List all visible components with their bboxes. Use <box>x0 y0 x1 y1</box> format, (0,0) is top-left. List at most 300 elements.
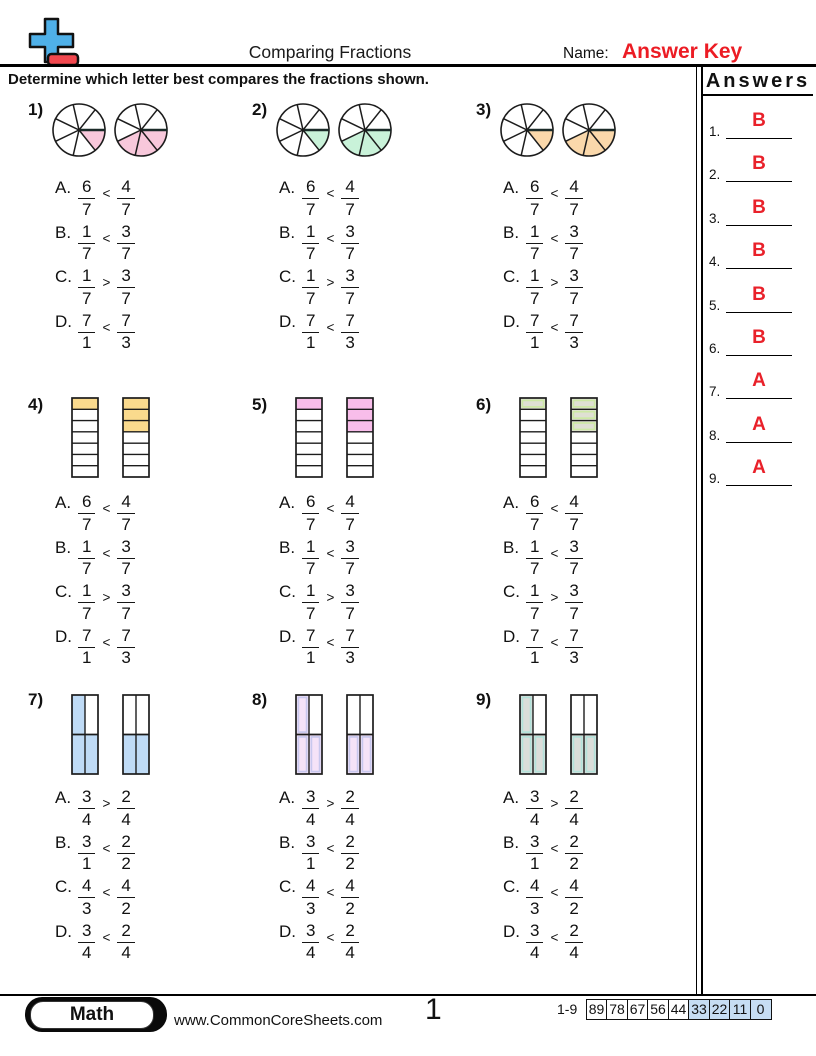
problem-number: 6) <box>476 395 492 414</box>
fraction-denominator: 7 <box>306 559 316 578</box>
option-list <box>503 788 583 966</box>
option-row <box>55 833 135 873</box>
fraction-numerator: 4 <box>302 877 319 898</box>
answer-number: 8. <box>709 427 721 443</box>
comparison-operator: < <box>102 230 111 246</box>
fraction <box>302 788 319 829</box>
option-letter: B. <box>503 537 520 557</box>
fraction-numerator: 2 <box>341 833 358 854</box>
option-row <box>55 582 135 622</box>
fraction <box>78 267 95 308</box>
answer-letter: B <box>752 240 766 262</box>
option-letter: C. <box>279 267 296 286</box>
comparison-operator: < <box>326 501 335 516</box>
fraction-numerator: 3 <box>302 833 319 854</box>
option-row <box>503 493 583 533</box>
fraction <box>565 223 582 264</box>
fraction-numerator: 1 <box>526 538 543 559</box>
fraction <box>565 582 582 623</box>
fraction <box>526 877 543 918</box>
fraction <box>117 582 134 623</box>
option-row <box>279 877 359 917</box>
fraction <box>117 493 134 534</box>
fraction-bar-models <box>71 397 151 479</box>
fraction-denominator: 3 <box>306 898 316 918</box>
comparison-operator: < <box>550 929 559 945</box>
fraction-numerator: 3 <box>526 833 543 854</box>
problem-number: 5) <box>252 395 268 414</box>
comparison-operator: > <box>102 275 111 290</box>
problem-cell <box>232 385 456 680</box>
fraction-denominator: 7 <box>345 603 355 623</box>
answer-item <box>700 150 814 193</box>
fraction-denominator: 7 <box>121 244 131 263</box>
fraction-denominator: 7 <box>530 603 540 623</box>
fraction-numerator: 6 <box>78 178 95 199</box>
fraction-numerator: 7 <box>526 312 543 333</box>
answer-blank-line <box>726 312 792 313</box>
fraction <box>341 788 358 829</box>
fraction-numerator: 3 <box>117 538 134 559</box>
fraction <box>526 178 543 219</box>
fraction-denominator: 4 <box>306 809 316 829</box>
fraction <box>78 493 95 534</box>
fraction-denominator: 4 <box>82 809 92 829</box>
page-number: 1 <box>425 993 442 1026</box>
fraction-denominator: 7 <box>530 288 540 308</box>
fraction <box>302 538 319 579</box>
comparison-operator: < <box>102 634 111 650</box>
fraction <box>117 627 134 668</box>
fraction <box>117 178 134 219</box>
fraction <box>526 538 543 579</box>
fraction <box>117 223 134 264</box>
option-row <box>503 312 583 352</box>
fraction-denominator: 4 <box>569 943 579 962</box>
answer-number: 9. <box>709 471 721 487</box>
answer-item <box>700 324 814 367</box>
fraction-numerator: 2 <box>117 833 134 854</box>
option-letter: D. <box>279 921 296 941</box>
fraction <box>302 312 319 353</box>
fraction-numerator: 3 <box>565 267 582 288</box>
fraction-denominator: 4 <box>345 943 355 962</box>
answer-letter: B <box>752 110 766 131</box>
fraction <box>341 538 358 579</box>
fraction-denominator: 2 <box>345 898 355 918</box>
fraction-denominator: 1 <box>530 648 540 667</box>
comparison-operator: > <box>550 796 559 811</box>
option-letter: A. <box>279 178 296 197</box>
option-letter: B. <box>55 832 72 852</box>
fraction <box>341 582 358 623</box>
answer-letter: B <box>752 153 766 175</box>
fraction-numerator: 4 <box>117 178 134 199</box>
fraction-numerator: 2 <box>341 788 358 809</box>
option-row <box>279 833 359 873</box>
footer-rule <box>0 994 816 996</box>
option-row <box>503 922 583 962</box>
answer-blank-line <box>726 485 792 486</box>
fraction-numerator: 3 <box>302 922 319 943</box>
comparison-operator: < <box>102 319 111 335</box>
fraction-numerator: 4 <box>78 877 95 898</box>
fraction-denominator: 3 <box>121 648 131 667</box>
problem-cell <box>8 90 232 385</box>
answer-blank-line <box>726 442 792 443</box>
fraction-denominator: 3 <box>530 898 540 918</box>
subject-badge <box>25 997 167 1032</box>
score-box: 89 <box>586 999 608 1020</box>
fraction <box>341 493 358 534</box>
fraction-numerator: 3 <box>341 267 358 288</box>
fraction-denominator: 1 <box>530 854 540 873</box>
fraction-denominator: 7 <box>306 244 316 263</box>
page-title: Comparing Fractions <box>248 42 412 62</box>
fraction-denominator: 7 <box>121 514 131 534</box>
fraction-numerator: 1 <box>526 582 543 603</box>
option-row <box>55 493 135 533</box>
option-list <box>279 788 359 966</box>
fraction <box>78 877 95 918</box>
fraction-numerator: 6 <box>526 493 543 514</box>
fraction <box>526 627 543 668</box>
fraction-denominator: 4 <box>121 809 131 829</box>
fraction-numerator: 4 <box>526 877 543 898</box>
fraction-denominator: 2 <box>569 854 579 873</box>
fraction-numerator: 3 <box>565 582 582 603</box>
option-row <box>279 493 359 533</box>
answer-number: 7. <box>709 384 721 400</box>
comparison-operator: < <box>326 840 335 856</box>
option-row <box>503 223 583 263</box>
option-letter: B. <box>55 222 72 242</box>
option-letter: C. <box>503 582 520 601</box>
fraction <box>565 178 582 219</box>
fraction-grid-models <box>519 694 599 776</box>
website-url: www.CommonCoreSheets.com <box>174 1012 383 1029</box>
fraction <box>78 627 95 668</box>
problem-cell <box>456 680 680 970</box>
fraction-denominator: 7 <box>306 603 316 623</box>
fraction-denominator: 1 <box>82 648 92 667</box>
option-letter: A. <box>55 493 72 512</box>
option-row <box>279 582 359 622</box>
fraction-denominator: 7 <box>569 199 579 219</box>
comparison-operator: > <box>326 590 335 605</box>
fraction-numerator: 7 <box>565 312 582 333</box>
fraction <box>117 788 134 829</box>
fraction-numerator: 3 <box>526 922 543 943</box>
fraction <box>302 582 319 623</box>
comparison-operator: < <box>326 929 335 945</box>
fraction-denominator: 4 <box>345 809 355 829</box>
fraction-numerator: 3 <box>78 833 95 854</box>
fraction-numerator: 4 <box>565 178 582 199</box>
fraction-numerator: 6 <box>526 178 543 199</box>
answer-item <box>700 367 814 410</box>
header-rule <box>0 64 816 67</box>
fraction-numerator: 1 <box>526 223 543 244</box>
fraction-pie-models <box>500 101 618 159</box>
fraction-denominator: 7 <box>345 514 355 534</box>
comparison-operator: < <box>550 319 559 335</box>
score-box: 33 <box>688 999 710 1020</box>
answer-letter: A <box>752 457 766 479</box>
comparison-operator: < <box>550 840 559 856</box>
answer-number: 6. <box>709 340 721 356</box>
fraction-denominator: 1 <box>82 333 92 352</box>
score-range-label: 1-9 <box>557 1001 578 1017</box>
fraction <box>341 627 358 668</box>
problem-number: 8) <box>252 690 268 709</box>
option-list <box>55 493 135 671</box>
fraction-numerator: 2 <box>117 788 134 809</box>
option-list <box>503 493 583 671</box>
fraction-denominator: 4 <box>530 809 540 829</box>
answer-blank-line <box>726 181 792 182</box>
fraction-numerator: 3 <box>565 538 582 559</box>
fraction-numerator: 4 <box>565 493 582 514</box>
comparison-operator: < <box>326 230 335 246</box>
option-letter: D. <box>279 311 296 331</box>
fraction-denominator: 7 <box>82 199 92 219</box>
fraction-numerator: 1 <box>302 538 319 559</box>
answer-item <box>700 194 814 237</box>
fraction-pie-models <box>52 101 170 159</box>
option-row <box>503 582 583 622</box>
option-row <box>279 922 359 962</box>
problem-number: 7) <box>28 690 44 709</box>
fraction-numerator: 3 <box>341 582 358 603</box>
fraction-denominator: 7 <box>530 559 540 578</box>
option-row <box>55 178 135 218</box>
fraction-denominator: 7 <box>530 514 540 534</box>
fraction-denominator: 7 <box>569 559 579 578</box>
fraction <box>78 922 95 963</box>
fraction-denominator: 2 <box>569 898 579 918</box>
fraction-numerator: 7 <box>78 627 95 648</box>
fraction <box>78 788 95 829</box>
fraction <box>565 788 582 829</box>
fraction-denominator: 7 <box>569 603 579 623</box>
fraction-denominator: 4 <box>569 809 579 829</box>
answer-item <box>700 107 814 150</box>
fraction-pie-models <box>276 101 394 159</box>
answer-blank-line <box>726 355 792 356</box>
score-boxes <box>587 999 772 1020</box>
option-letter: C. <box>279 582 296 601</box>
answer-item <box>700 237 814 280</box>
comparison-operator: < <box>102 840 111 856</box>
problem-number: 9) <box>476 690 492 709</box>
problem-cell <box>232 90 456 385</box>
comparison-operator: > <box>326 275 335 290</box>
option-letter: D. <box>503 311 520 331</box>
option-letter: A. <box>279 493 296 512</box>
fraction-denominator: 7 <box>345 244 355 263</box>
answer-blank-line <box>726 138 792 139</box>
comparison-operator: < <box>550 634 559 650</box>
comparison-operator: < <box>326 634 335 650</box>
fraction <box>565 312 582 353</box>
option-letter: A. <box>503 788 520 807</box>
answer-number: 2. <box>709 167 721 183</box>
problem-number: 1) <box>28 100 44 119</box>
fraction-numerator: 3 <box>117 582 134 603</box>
problem-cell <box>456 385 680 680</box>
comparison-operator: < <box>326 186 335 201</box>
score-box: 44 <box>668 999 690 1020</box>
fraction <box>302 833 319 874</box>
fraction-denominator: 4 <box>530 943 540 962</box>
option-letter: B. <box>503 832 520 852</box>
option-row <box>55 312 135 352</box>
fraction-numerator: 3 <box>341 223 358 244</box>
fraction <box>526 833 543 874</box>
fraction-numerator: 4 <box>565 877 582 898</box>
score-box: 0 <box>750 999 772 1020</box>
fraction-numerator: 1 <box>526 267 543 288</box>
fraction-numerator: 4 <box>117 877 134 898</box>
fraction <box>78 538 95 579</box>
comparison-operator: < <box>550 885 559 900</box>
comparison-operator: > <box>550 590 559 605</box>
fraction-numerator: 7 <box>117 627 134 648</box>
name-label: Name: <box>563 45 609 62</box>
fraction-denominator: 7 <box>121 559 131 578</box>
option-list <box>503 178 583 356</box>
fraction-numerator: 1 <box>302 223 319 244</box>
option-row <box>503 788 583 828</box>
fraction-denominator: 7 <box>121 603 131 623</box>
option-letter: C. <box>279 877 296 896</box>
answer-number: 5. <box>709 297 721 313</box>
score-box: 22 <box>709 999 731 1020</box>
fraction-denominator: 3 <box>121 333 131 352</box>
fraction-denominator: 2 <box>121 854 131 873</box>
option-list <box>55 178 135 356</box>
fraction-denominator: 3 <box>345 333 355 352</box>
option-row <box>279 267 359 307</box>
fraction <box>302 627 319 668</box>
option-row <box>55 922 135 962</box>
fraction-numerator: 7 <box>117 312 134 333</box>
fraction-numerator: 4 <box>341 178 358 199</box>
answer-letter: B <box>752 326 766 348</box>
answer-letter: A <box>752 370 766 392</box>
option-letter: D. <box>55 311 72 331</box>
fraction-numerator: 3 <box>78 922 95 943</box>
option-list <box>279 493 359 671</box>
fraction-bar-models <box>295 397 375 479</box>
comparison-operator: < <box>326 319 335 335</box>
option-row <box>279 223 359 263</box>
fraction-numerator: 4 <box>341 877 358 898</box>
fraction <box>78 312 95 353</box>
answer-number: 1. <box>709 124 721 139</box>
fraction <box>117 267 134 308</box>
fraction-grid-models <box>295 694 375 776</box>
fraction-numerator: 7 <box>302 627 319 648</box>
option-row <box>503 178 583 218</box>
option-row <box>55 538 135 578</box>
fraction-numerator: 1 <box>78 267 95 288</box>
option-letter: C. <box>55 267 72 286</box>
option-row <box>503 627 583 667</box>
answer-letter: A <box>752 413 766 435</box>
fraction <box>526 582 543 623</box>
option-row <box>279 627 359 667</box>
commoncoresheets-logo-icon <box>26 16 82 68</box>
fraction-denominator: 2 <box>121 898 131 918</box>
answer-number: 4. <box>709 254 721 270</box>
fraction <box>117 538 134 579</box>
option-letter: B. <box>55 537 72 557</box>
fraction <box>565 538 582 579</box>
comparison-operator: < <box>550 545 559 561</box>
fraction-denominator: 1 <box>530 333 540 352</box>
option-letter: C. <box>503 267 520 286</box>
comparison-operator: < <box>102 501 111 516</box>
fraction <box>526 922 543 963</box>
fraction-denominator: 1 <box>306 333 316 352</box>
comparison-operator: < <box>102 186 111 201</box>
option-row <box>55 627 135 667</box>
fraction-numerator: 2 <box>565 833 582 854</box>
option-letter: D. <box>55 921 72 941</box>
fraction-numerator: 4 <box>117 493 134 514</box>
option-letter: D. <box>503 921 520 941</box>
fraction <box>78 833 95 874</box>
option-row <box>503 833 583 873</box>
fraction <box>341 267 358 308</box>
fraction <box>341 223 358 264</box>
fraction <box>302 178 319 219</box>
fraction-denominator: 7 <box>530 199 540 219</box>
fraction-denominator: 7 <box>82 514 92 534</box>
fraction-denominator: 7 <box>121 199 131 219</box>
fraction-numerator: 2 <box>117 922 134 943</box>
comparison-operator: < <box>326 885 335 900</box>
fraction <box>526 788 543 829</box>
fraction-denominator: 7 <box>569 514 579 534</box>
fraction-numerator: 2 <box>341 922 358 943</box>
fraction-numerator: 7 <box>341 627 358 648</box>
option-row <box>503 267 583 307</box>
fraction-numerator: 7 <box>341 312 358 333</box>
option-letter: C. <box>55 582 72 601</box>
option-row <box>279 538 359 578</box>
fraction <box>302 223 319 264</box>
option-letter: B. <box>503 222 520 242</box>
fraction-numerator: 4 <box>341 493 358 514</box>
option-list <box>279 178 359 356</box>
problems-grid <box>8 90 680 970</box>
option-row <box>55 223 135 263</box>
fraction-denominator: 7 <box>569 288 579 308</box>
fraction-denominator: 7 <box>306 199 316 219</box>
score-box: 78 <box>606 999 628 1020</box>
fraction <box>341 312 358 353</box>
fraction-denominator: 3 <box>345 648 355 667</box>
fraction <box>565 267 582 308</box>
fraction-denominator: 7 <box>306 288 316 308</box>
fraction-numerator: 1 <box>78 538 95 559</box>
option-letter: A. <box>503 178 520 197</box>
fraction-numerator: 3 <box>302 788 319 809</box>
fraction-denominator: 3 <box>569 333 579 352</box>
